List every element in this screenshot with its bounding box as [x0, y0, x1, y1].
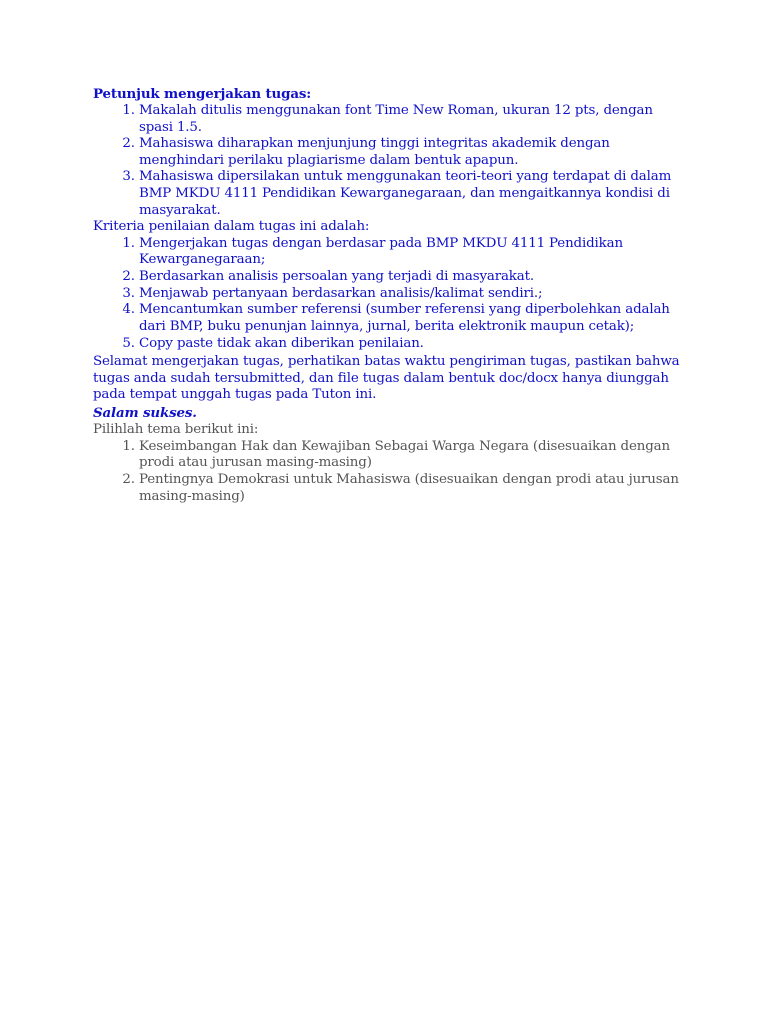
- criteria-item-3: 3. Menjawab pertanyaan berdasarkan analisis/kalimat sendiri.;: [139, 286, 683, 303]
- criteria-item-1: 1. Mengerjakan tugas dengan berdasar pada BMP MKDU 4111 Pendidikan Kewarganegaraan;: [139, 236, 683, 269]
- closing-paragraph: Selamat mengerjakan tugas, perhatikan batas waktu pengiriman tugas, pastikan bahwa tugas anda sudah tersubmitted, dan file tugas dalam bentuk doc/docx hanya diunggah pada tempat unggah tugas pada Tuton ini.: [93, 353, 680, 403]
- criteria-item-4: 4. Mencantumkan sumber referensi (sumber referensi yang diperbolehkan adalah dari BMP, buku penunjan lainnya, jurnal, berita elektronik maupun cetak);: [139, 302, 683, 335]
- criteria-list: [93, 236, 683, 353]
- themes-intro: Pilihlah tema berikut ini:: [93, 422, 259, 438]
- theme-item-1: 1. Keseimbangan Hak dan Kewajiban Sebagai Warga Negara (disesuaikan dengan prodi atau jurusan masing-masing): [139, 439, 683, 472]
- instructions-heading: Petunjuk mengerjakan tugas:: [93, 86, 312, 102]
- instruction-item-2: 2. Mahasiswa diharapkan menjunjung tinggi integritas akademik dengan menghindari perilaku plagiarisme dalam bentuk apapun.: [139, 136, 683, 169]
- instruction-item-1: 1. Makalah ditulis menggunakan font Time New Roman, ukuran 12 pts, dengan spasi 1.5.: [139, 103, 683, 136]
- criteria-item-2: 2. Berdasarkan analisis persoalan yang terjadi di masyarakat.: [139, 269, 683, 286]
- criteria-item-5: 5. Copy paste tidak akan diberikan penilaian.: [139, 336, 683, 353]
- salam-text: Salam sukses.: [93, 404, 197, 421]
- theme-item-2: 2. Pentingnya Demokrasi untuk Mahasiswa (disesuaikan dengan prodi atau jurusan masing-masing): [139, 472, 683, 505]
- instruction-item-3: 3. Mahasiswa dipersilakan untuk menggunakan teori-teori yang terdapat di dalam BMP MKDU 4111 Pendidikan Kewarganegaraan, dan mengaitkannya kondisi di masyarakat.: [139, 169, 683, 219]
- criteria-intro: Kriteria penilaian dalam tugas ini adalah:: [93, 219, 370, 235]
- document-page: [93, 86, 683, 505]
- themes-list: [93, 439, 683, 505]
- themes-section: [93, 422, 683, 505]
- instructions-list: [93, 103, 683, 219]
